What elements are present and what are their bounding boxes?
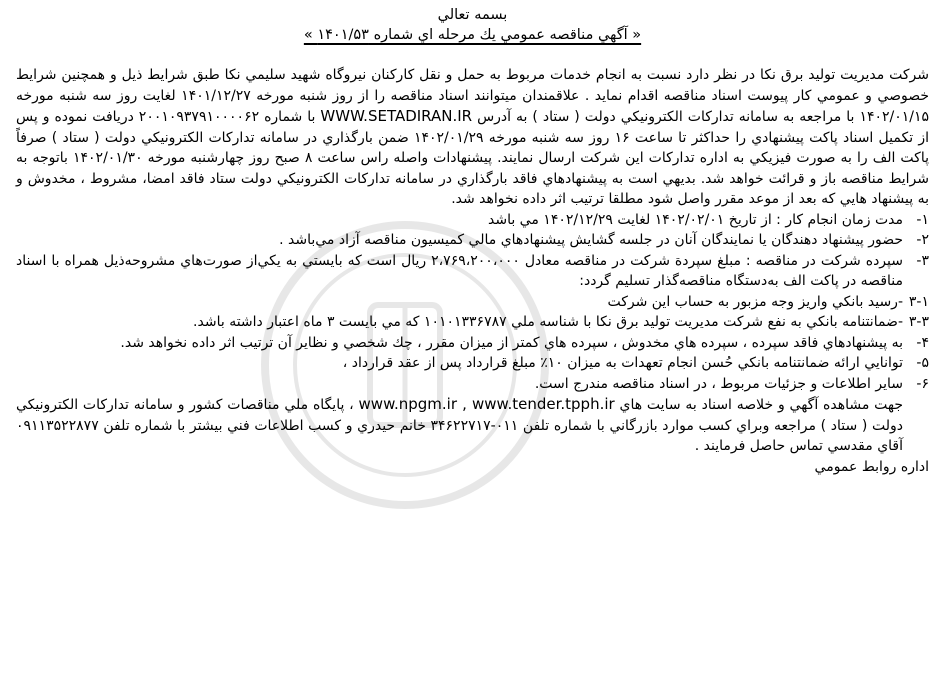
website-urls: www.npgm.ir , www.tender.tpph.ir [358, 395, 615, 413]
condition-number: ۳-۱ [908, 293, 929, 310]
condition-text: سپرده شركت در مناقصه : مبلغ سپردة شركت در مناقصه معادل ۲،۷۶۹،۲۰۰،۰۰۰ ريال است كه بايستي به يكي‌از صورت‌هاي مشروحه‌ذيل همراه با اسناد مناقصه در پاكت الف به‌دستگاه مناقصه‌گذار تسليم گردد: [16, 252, 903, 289]
signature: اداره روابط عمومي [814, 458, 929, 475]
condition-number: ۲- [916, 232, 929, 248]
closing-text-part1: جهت مشاهده آگهي و خلاصه اسناد به سايت هاي [619, 397, 904, 413]
condition-item [16, 292, 929, 313]
condition-text: -ضمانتنامه بانكي به نفع شركت مديريت توليد برق نكا با شناسه ملي ۱۰۱۰۱۳۳۶۷۸۷ كه مي بايست ۳ ماه اعتبار داشته باشد. [193, 314, 903, 330]
condition-text: مدت زمان انجام كار : از تاريخ ۱۴۰۲/۰۲/۰۱ لغايت ۱۴۰۲/۱۲/۲۹ مي باشد [487, 211, 903, 228]
condition-item [16, 333, 929, 354]
condition-text: حضور پيشنهاد دهندگان يا نمايندگان آنان در جلسه گشايش پيشنهادهاي مالي كميسيون مناقصه آزاد مي‌باشد . [279, 232, 903, 248]
condition-item [16, 353, 929, 374]
condition-number: ۵- [916, 355, 929, 371]
conditions-list [16, 210, 929, 395]
condition-text: به پيشنهادهاي فاقد سپرده ، سپرده هاي مخدوش ، سپرده هاي كمتر از ميزان مقرر ، چك شخصي و نظاير آن ترتيب اثر داده نخواهد شد. [120, 334, 903, 351]
condition-item [16, 374, 929, 395]
condition-number: ۳- [916, 252, 929, 269]
intro-text-part2: با شماره ۲۰۰۱۰۹۳۷۹۱۰۰۰۰۶۲ دريافت نموده و پس از تكميل اسناد پاكت پيشنهادي را حداكثر تا ساعت ۱۶ روز سه شنبه مورخه ۱۴۰۲/۰۱/۲۹ ضمن بارگذاري در سامانه تداركات الكترونيكي دولت ( ستاد ) صرفاً پاكت الف را به صورت فيزيكي به اداره تداركات اين شركت ارسال نمايند. پيشنهادات واصله راس ساعت ۸ صبح روز چهارشنبه مورخه ۱۴۰۲/۰۱/۳۰ باتوجه به شرايط مناقصه باز و قرائت خواهد شد. بديهي است به پيشنهادهاي فاقد بارگذاري در سامانه تداركات الكترونيكي دولت ستاد فاقد امضا، مشروط ، مخدوش و به پيشنهاد هايي كه بعد از موعد مقرر واصل شود مطلقا ترتيب اثر داده نخواهد شد. [16, 109, 930, 207]
condition-item [16, 210, 929, 231]
closing-paragraph [16, 394, 929, 457]
condition-item [16, 230, 929, 251]
condition-number: ۱- [916, 211, 929, 228]
closing-text-part2: ، پايگاه ملي مناقصات كشور و سامانه تداركات الكترونيكي دولت ( ستاد ) مراجعه وبراي كسب موارد بازرگاني با شماره تلفن ۰۱۱-۳۴۶۲۲۷۱۷ خانم حيدري و كسب اطلاعات فني بيشتر با شماره تلفن ۰۹۱۱۳۵۲۲۸۷۷ آقاي مقدسي تماس حاصل فرمايند . [16, 397, 903, 454]
condition-number: ۴- [916, 334, 929, 351]
condition-text: ساير اطلاعات و جزئيات مربوط ، در اسناد مناقصه مندرج است. [534, 375, 903, 392]
condition-text: توانايي ارائه ضمانتنامه بانكي حُسن انجام تعهدات به ميزان ۱۰٪ مبلغ قرارداد پس از عقد قرارداد ، [342, 355, 903, 371]
bismillah-heading: بسمه تعالي [437, 7, 508, 23]
intro-text-part1: شركت مديريت توليد برق نكا در نظر دارد نسبت به انجام خدمات مربوط به حمل و نقل كاركنان نيروگاه شهيد سليمي نكا طبق شرايط ذيل و همچنين شرايط خصوصي و عمومي كار پيوست اسناد مناقصه اقدام نمايد . علاقمندان ميتوانند اسناد مناقصه را از روز شنبه مورخه ۱۴۰۱/۱۲/۲۷ لغايت روز سه شنبه مورخه ۱۴۰۲/۰۱/۱۵ با مراجعه به سامانه تداركات الكترونيكي دولت ( ستاد ) به آدرس [16, 67, 930, 125]
condition-item [16, 312, 929, 333]
condition-item [16, 251, 929, 292]
notice-title-text: « آگهي مناقصه عمومي يك مرحله اي شماره ۱۴۰۱/۵۳ » [303, 27, 642, 43]
condition-number: ۳-۳ [908, 314, 929, 330]
condition-text: -رسيد بانكي واريز وجه مزبور به حساب اين شركت [607, 293, 903, 310]
intro-paragraph [16, 65, 929, 210]
setad-url: WWW.SETADIRAN.IR [320, 107, 473, 125]
condition-number: ۶- [916, 375, 929, 392]
notice-title [16, 25, 929, 45]
